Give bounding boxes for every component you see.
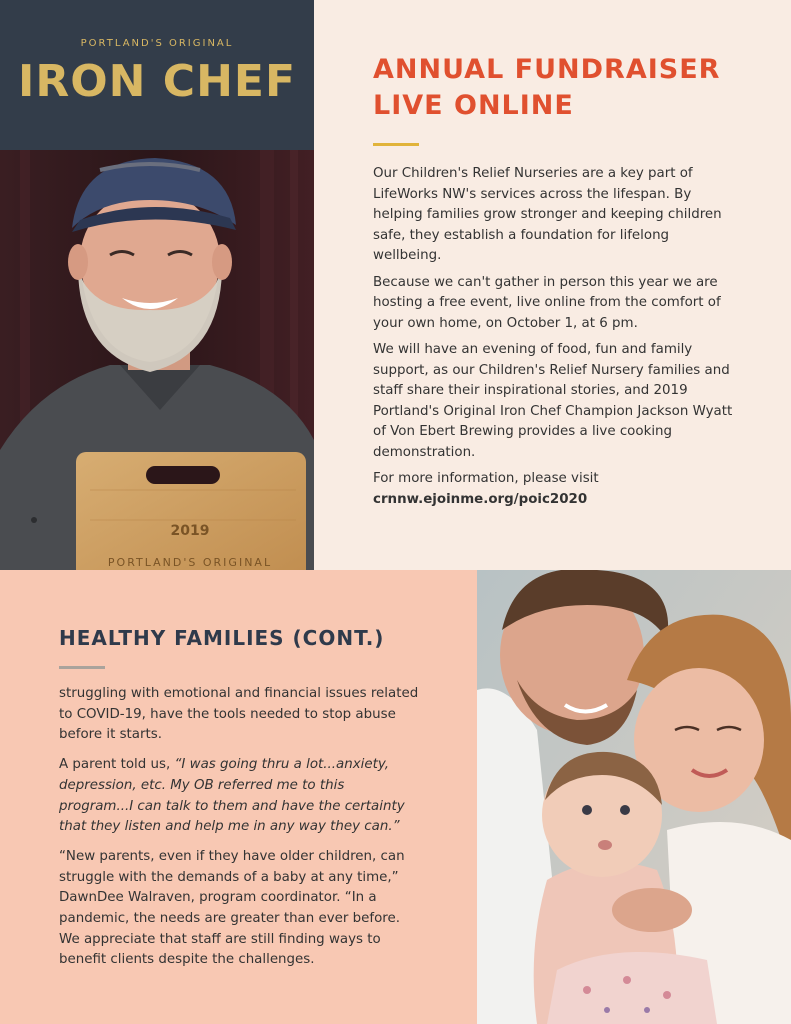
gray-divider (59, 666, 105, 669)
board-text: PORTLAND'S ORIGINAL (107, 556, 273, 569)
fundraiser-paragraph-3: We will have an evening of food, fun and family support, as our Children's Relief Nursery families and staff share their inspirational stories, and 2019 Portland's Original Iron Chef Champion Jackson Wyatt of Von Ebert Brewing provides a live cooking demonstration. (373, 342, 733, 460)
board-year: 2019 (170, 523, 210, 539)
parent-quote: “I was going thru a lot...anxiety, depression, etc. My OB referred me to this program...I can talk to them and have the certainty that they listen and help me in any way they can.” (59, 757, 405, 835)
fundraiser-paragraph-2: Because we can't gather in person this year we are hosting a free event, live online from the comfort of your own home, on October 1, at 6 pm. (373, 274, 721, 331)
fundraiser-heading-line2: LIVE ONLINE (373, 90, 574, 121)
fundraiser-paragraph-4 (373, 469, 734, 510)
fundraiser-heading (373, 52, 720, 124)
family-illustration (477, 570, 791, 1024)
healthy-paragraph-3: “New parents, even if they have older children, can struggle with the demands of a baby at any time,” DawnDee Walraven, program coordinator. “In a pandemic, the needs are greater than ever before. We appreciate that staff are still finding ways to benefit clients despite the challenges. (59, 848, 405, 968)
logo-subtitle: PORTLAND'S ORIGINAL (80, 38, 234, 49)
healthy-families-section (0, 570, 477, 1024)
logo-title: IRON CHEF (17, 56, 297, 107)
iron-chef-logo (0, 0, 314, 150)
fundraiser-body (373, 164, 734, 516)
quote-prefix: A parent told us, (59, 757, 175, 773)
healthy-paragraph-1: struggling with emotional and financial issues related to COVID-19, have the tools needed to stop abuse before it starts. (59, 686, 419, 743)
info-prefix: For more information, please visit (373, 471, 599, 486)
healthy-families-heading: HEALTHY FAMILIES (CONT.) (59, 626, 385, 650)
chef-illustration (0, 150, 314, 570)
fundraiser-paragraph-1: Our Children's Relief Nurseries are a key part of LifeWorks NW's services across the lifespan. By helping families grow stronger and keeping children safe, they establish a foundation for lifelong wellbeing. (373, 166, 722, 263)
fundraiser-heading-line1: ANNUAL FUNDRAISER (373, 54, 721, 85)
fundraiser-section (314, 0, 791, 570)
healthy-paragraph-2 (59, 755, 419, 838)
chef-photo (0, 150, 314, 570)
family-photo (477, 570, 791, 1024)
gold-divider (373, 143, 419, 146)
healthy-families-body (59, 684, 419, 980)
event-link[interactable]: crnnw.ejoinme.org/poic2020 (373, 491, 588, 507)
